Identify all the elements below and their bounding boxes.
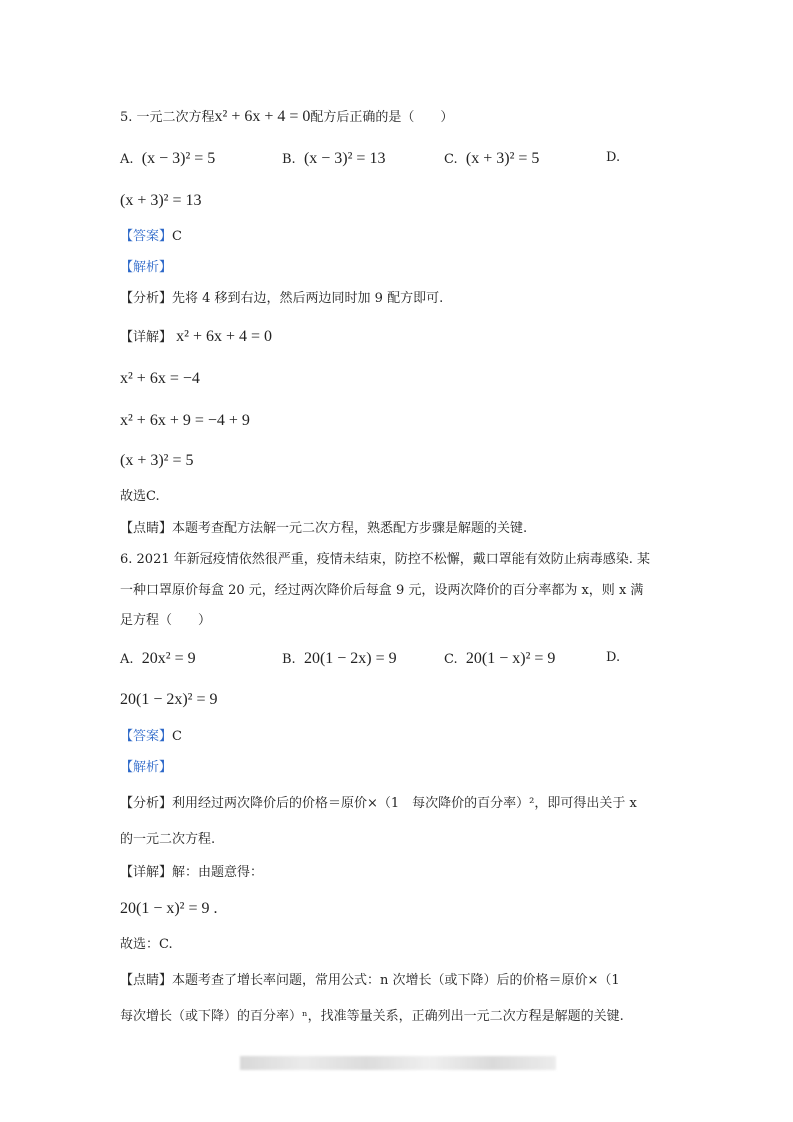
q6-option-d-label: D. [606,650,621,665]
q6-fenxi-line-2: 的一元二次方程. [120,832,216,847]
q6-stem-line-2: 一种口罩原价每盒 20 元，经过两次降价后每盒 9 元，设两次降价的百分率都为 x，则 x 满 [120,583,644,598]
q5-option-a: A. (x − 3)² = 5 [120,150,216,167]
q6-detail: 【详解】解：由题意得： [120,865,264,880]
q6-dianjing-line-2: 每次增长（或下降）的百分率）ⁿ，找准等量关系，正确列出一元二次方程是解题的关键. [120,1009,624,1024]
q5-fenxi: 【分析】先将 4 移到右边，然后两边同时加 9 配方即可. [120,291,444,306]
q6-analysis-heading: 【解析】 [120,760,173,775]
q5-option-b: B. (x − 3)² = 13 [282,150,386,167]
q6-option-d-expr: 20(1 − 2x)² = 9 [120,691,218,708]
q5-dianjing: 【点睛】本题考查配方法解一元二次方程，熟悉配方步骤是解题的关键. [120,521,528,536]
q5-option-c: C. (x + 3)² = 5 [444,150,540,167]
q5-option-d-label: D. [606,150,621,165]
q6-conclusion: 故选：C. [120,937,173,952]
q5-step-4: (x + 3)² = 5 [120,452,194,469]
blurred-footer-watermark [240,1056,556,1070]
q5-conclusion: 故选C. [120,489,160,504]
q5-answer: 【答案】C [120,229,182,244]
q5-stem-prefix: 5. 一元二次方程 [120,110,215,125]
q5-analysis-heading: 【解析】 [120,260,173,275]
q6-option-c: C. 20(1 − x)² = 9 [444,650,556,667]
q6-answer: 【答案】C [120,729,182,744]
q5-stem-equation: x² + 6x + 4 = 0 [214,108,311,125]
q5-stem [120,108,453,127]
q6-step: 20(1 − x)² = 9 . [120,900,218,917]
q5-option-d-expr: (x + 3)² = 13 [120,192,202,209]
q5-stem-suffix: 配方后正确的是（ ） [310,110,454,125]
q6-option-b: B. 20(1 − 2x) = 9 [282,650,397,667]
q6-dianjing-line-1: 【点睛】本题考查了增长率问题，常用公式：n 次增长（或下降）后的价格＝原价×（1 [120,973,620,988]
q5-detail: 【详解】 x² + 6x + 4 = 0 [120,328,273,345]
q6-stem-line-3: 足方程（ ） [120,613,212,628]
q6-stem-line-1: 6. 2021 年新冠疫情依然很严重，疫情未结束，防控不松懈，戴口罩能有效防止病毒感染. 某 [120,552,651,567]
q5-step-2: x² + 6x = −4 [120,370,200,387]
q6-option-a: A. 20x² = 9 [120,650,196,667]
q5-step-3: x² + 6x + 9 = −4 + 9 [120,412,250,429]
q6-fenxi-line-1: 【分析】利用经过两次降价后的价格＝原价×（1 每次降价的百分率）²，即可得出关于 x [120,796,637,811]
